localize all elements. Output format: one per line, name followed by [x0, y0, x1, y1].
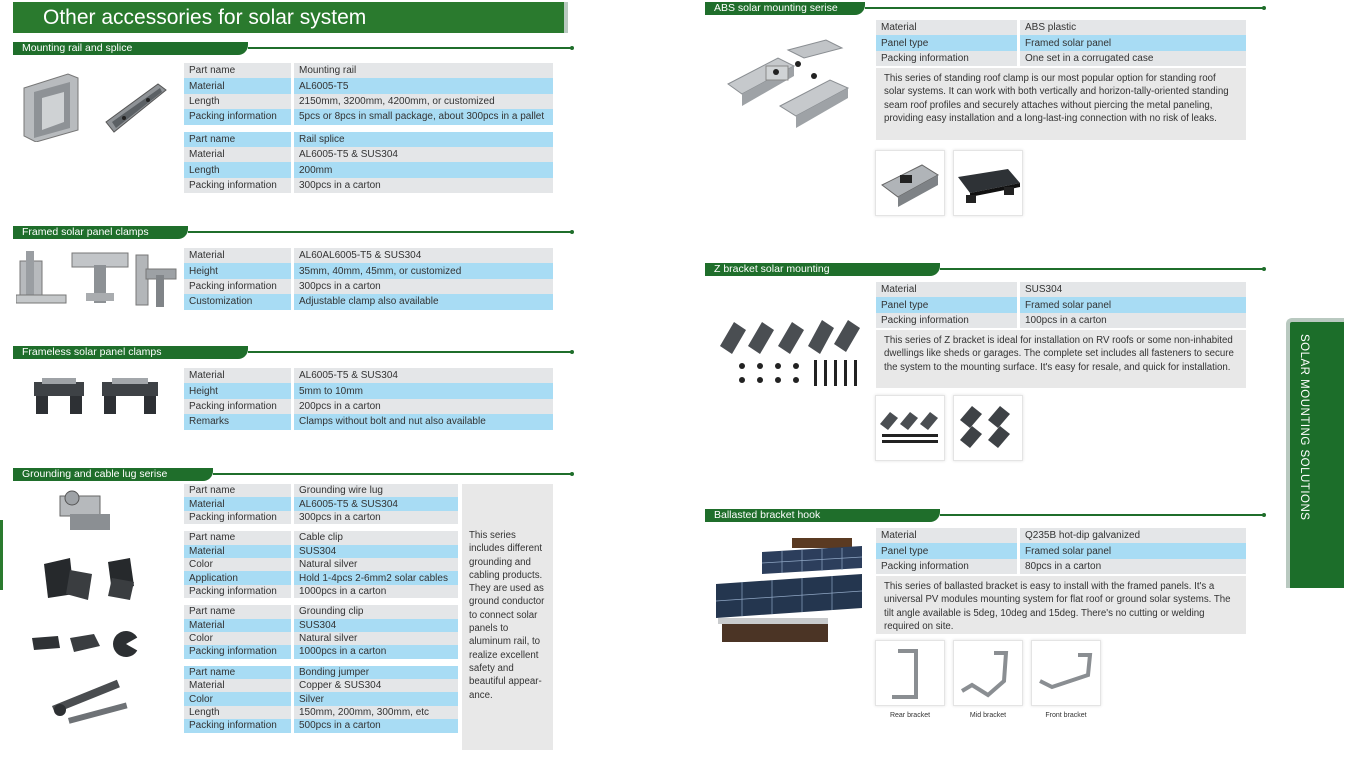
spec-row — [184, 719, 458, 732]
spec-value: AL60AL6005-T5 & SUS304 — [293, 248, 554, 263]
spec-label: Part name — [184, 531, 293, 544]
spec-row — [876, 313, 1246, 328]
spec-value: AL6005-T5 — [293, 78, 554, 93]
spec-label: Material — [184, 147, 293, 162]
spec-row — [876, 543, 1246, 558]
section-title: Grounding and cable lug serise — [13, 468, 213, 481]
spec-row — [876, 35, 1246, 50]
section-title: Framed solar panel clamps — [13, 226, 188, 239]
spec-label: Part name — [184, 484, 293, 497]
ballasted-description: This series of ballasted bracket is easy to install with the framed panels. It's a universal PV modules mounting system for flat roof or ground solar systems. The tilt angle available is 5deg, 10deg and 15deg. There's no cutting or welding required on site. — [876, 576, 1246, 634]
spec-label: Customization — [184, 294, 293, 309]
spec-label: Packing information — [184, 719, 293, 732]
spec-row — [184, 666, 458, 679]
spec-label: Packing information — [876, 559, 1019, 574]
front-bracket-thumbnail — [1031, 640, 1101, 706]
spec-value: SUS304 — [1019, 282, 1247, 297]
grounding-products-image — [30, 488, 180, 750]
spec-label: Packing information — [184, 178, 293, 193]
section-rule — [213, 473, 571, 475]
section-rule — [940, 268, 1263, 270]
spec-value: 1000pcs in a carton — [293, 585, 459, 598]
spec-value: 35mm, 40mm, 45mm, or customized — [293, 263, 554, 278]
spec-row — [184, 571, 458, 584]
mid-bracket-thumbnail — [953, 640, 1023, 706]
side-tab-label: SOLAR MOUNTING SOLUTIONS — [1298, 334, 1310, 521]
spec-label: Length — [184, 94, 293, 109]
spec-row — [184, 279, 553, 294]
section-title: Ballasted bracket hook — [705, 509, 940, 522]
spec-label: Packing information — [876, 313, 1019, 328]
section-rule — [940, 514, 1263, 516]
abs-description: This series of standing roof clamp is our most popular option for standing roof solar systems. It can work with both vertically and horizon-tally-oriented standing seam roof profiles and securely attaches without piercing the metal paneling, providing easy installation and a long-last-ing connection with no risk of leaks. — [876, 68, 1246, 140]
spec-row — [876, 297, 1246, 312]
spec-row — [184, 585, 458, 598]
spec-value: Natural silver — [293, 632, 459, 645]
spec-row — [184, 619, 458, 632]
spec-row — [876, 51, 1246, 66]
spec-row — [184, 692, 458, 705]
spec-gap — [184, 125, 553, 132]
abs-thumbnail-2 — [953, 150, 1023, 216]
spec-label: Material — [184, 619, 293, 632]
spec-value: 200pcs in a carton — [293, 399, 554, 414]
spec-value: Hold 1-4pcs 2-6mm2 solar cables — [293, 571, 459, 584]
spec-row — [184, 78, 553, 93]
section-header-zbracket — [705, 263, 1265, 276]
spec-label: Material — [184, 248, 293, 263]
abs-mount-image — [718, 36, 863, 136]
spec-value: 500pcs in a carton — [293, 719, 459, 732]
spec-row — [184, 706, 458, 719]
spec-value: One set in a corrugated case — [1019, 51, 1247, 66]
spec-value: Rail splice — [293, 132, 554, 147]
rail-spec-table — [184, 63, 553, 193]
spec-row — [184, 294, 553, 309]
spec-label: Part name — [184, 132, 293, 147]
abs-thumbnail-1 — [875, 150, 945, 216]
page-edge-marker — [0, 520, 3, 590]
side-tab — [1286, 318, 1344, 588]
spec-label: Material — [184, 679, 293, 692]
spec-value: Copper & SUS304 — [293, 679, 459, 692]
section-rule — [865, 7, 1263, 9]
page-banner: Other accessories for solar system — [13, 2, 568, 33]
spec-row — [184, 162, 553, 177]
spec-value: Adjustable clamp also available — [293, 294, 554, 309]
spec-label: Height — [184, 383, 293, 398]
spec-label: Color — [184, 632, 293, 645]
spec-row — [184, 178, 553, 193]
spec-row — [184, 632, 458, 645]
spec-row — [184, 511, 458, 524]
spec-row — [184, 63, 553, 78]
section-header-rail — [13, 42, 573, 55]
spec-row — [184, 383, 553, 398]
spec-value: Silver — [293, 692, 459, 705]
grounding-spec-table — [184, 484, 458, 733]
spec-label: Material — [876, 282, 1019, 297]
spec-label: Part name — [184, 63, 293, 78]
spec-label: Panel type — [876, 35, 1019, 50]
spec-row — [876, 528, 1246, 543]
spec-label: Height — [184, 263, 293, 278]
framed-spec-table — [184, 248, 553, 310]
spec-row — [876, 559, 1246, 574]
abs-spec-table — [876, 20, 1246, 66]
frameless-clamps-image — [30, 374, 170, 418]
spec-label: Panel type — [876, 543, 1019, 558]
spec-value: SUS304 — [293, 545, 459, 558]
spec-label: Material — [184, 545, 293, 558]
spec-label: Material — [184, 368, 293, 383]
spec-row — [184, 679, 458, 692]
ballasted-spec-table — [876, 528, 1246, 574]
section-header-framed — [13, 226, 573, 239]
spec-value: Framed solar panel — [1019, 543, 1247, 558]
spec-row — [184, 545, 458, 558]
spec-value: Q235B hot-dip galvanized — [1019, 528, 1247, 543]
zbracket-thumbnail-1 — [875, 395, 945, 461]
grounding-side-text: This series includes different grounding and cabling products. They are used as ground conductor to connect solar panels to aluminum rail, to realize excellent safety and beautiful appear-ance. — [462, 484, 553, 750]
section-title: ABS solar mounting serise — [705, 2, 865, 15]
spec-label: Length — [184, 162, 293, 177]
spec-value: Framed solar panel — [1019, 35, 1247, 50]
section-header-ballasted — [705, 509, 1265, 522]
spec-row — [876, 282, 1246, 297]
spec-row — [184, 531, 458, 544]
section-rule — [248, 47, 571, 49]
section-header-abs — [705, 2, 1265, 15]
spec-row — [876, 20, 1246, 35]
spec-label: Part name — [184, 605, 293, 618]
section-header-grounding — [13, 468, 573, 481]
spec-value: Grounding wire lug — [293, 484, 459, 497]
spec-label: Part name — [184, 666, 293, 679]
spec-row — [184, 605, 458, 618]
spec-value: 5pcs or 8pcs in small package, about 300pcs in a pallet — [293, 109, 554, 124]
spec-value: 300pcs in a carton — [293, 279, 554, 294]
spec-row — [184, 94, 553, 109]
rear-bracket-caption: Rear bracket — [889, 712, 931, 719]
section-title: Z bracket solar mounting — [705, 263, 940, 276]
section-title: Mounting rail and splice — [13, 42, 248, 55]
spec-label: Packing information — [184, 399, 293, 414]
spec-label: Packing information — [876, 51, 1019, 66]
spec-label: Material — [876, 528, 1019, 543]
spec-value: 5mm to 10mm — [293, 383, 554, 398]
spec-label: Length — [184, 706, 293, 719]
front-bracket-caption: Front bracket — [1045, 712, 1087, 719]
spec-label: Application — [184, 571, 293, 584]
spec-label: Packing information — [184, 645, 293, 658]
spec-label: Packing information — [184, 279, 293, 294]
ballasted-system-image — [712, 534, 867, 646]
spec-row — [184, 132, 553, 147]
spec-value: 200mm — [293, 162, 554, 177]
spec-label: Packing information — [184, 109, 293, 124]
spec-value: AL6005-T5 & SUS304 — [293, 368, 554, 383]
section-title: Frameless solar panel clamps — [13, 346, 248, 359]
spec-row — [184, 263, 553, 278]
spec-row — [184, 109, 553, 124]
spec-label: Material — [876, 20, 1019, 35]
spec-gap — [184, 598, 458, 605]
zbracket-thumbnail-2 — [953, 395, 1023, 461]
rail-splice-image — [20, 70, 180, 142]
spec-value: 80pcs in a carton — [1019, 559, 1247, 574]
spec-label: Packing information — [184, 511, 293, 524]
spec-row — [184, 484, 458, 497]
spec-label: Material — [184, 78, 293, 93]
spec-row — [184, 645, 458, 658]
spec-value: 150mm, 200mm, 300mm, etc — [293, 706, 459, 719]
spec-row — [184, 558, 458, 571]
spec-value: 300pcs in a carton — [293, 178, 554, 193]
spec-value: Grounding clip — [293, 605, 459, 618]
spec-label: Color — [184, 558, 293, 571]
spec-value: AL6005-T5 & SUS304 — [293, 497, 459, 510]
spec-value: SUS304 — [293, 619, 459, 632]
spec-row — [184, 147, 553, 162]
spec-value: Natural silver — [293, 558, 459, 571]
spec-row — [184, 368, 553, 383]
spec-value: Mounting rail — [293, 63, 554, 78]
spec-value: Bonding jumper — [293, 666, 459, 679]
spec-value: 100pcs in a carton — [1019, 313, 1247, 328]
spec-row — [184, 399, 553, 414]
framed-clamps-image — [16, 245, 180, 311]
spec-value: 1000pcs in a carton — [293, 645, 459, 658]
spec-label: Color — [184, 692, 293, 705]
spec-value: ABS plastic — [1019, 20, 1247, 35]
zbracket-spec-table — [876, 282, 1246, 328]
spec-row — [184, 248, 553, 263]
section-rule — [188, 231, 571, 233]
spec-gap — [184, 524, 458, 531]
spec-value: Framed solar panel — [1019, 297, 1247, 312]
section-rule — [248, 351, 571, 353]
spec-value: Clamps without bolt and nut also available — [293, 414, 554, 429]
zbracket-description: This series of Z bracket is ideal for installation on RV roofs or some non-inhabited dwellings like sheds or garages. The complete set includes all fasteners to secure the system to the mounting surface. It's easy for resale, and quick for installation. — [876, 330, 1246, 388]
mid-bracket-caption: Mid bracket — [969, 712, 1007, 719]
section-header-frameless — [13, 346, 573, 359]
spec-label: Material — [184, 497, 293, 510]
spec-value: AL6005-T5 & SUS304 — [293, 147, 554, 162]
spec-value: 2150mm, 3200mm, 4200mm, or customized — [293, 94, 554, 109]
spec-gap — [184, 659, 458, 666]
spec-label: Remarks — [184, 414, 293, 429]
frameless-spec-table — [184, 368, 553, 430]
spec-label: Packing information — [184, 585, 293, 598]
z-bracket-image — [716, 316, 866, 396]
rear-bracket-thumbnail — [875, 640, 945, 706]
spec-value: 300pcs in a carton — [293, 511, 459, 524]
spec-label: Panel type — [876, 297, 1019, 312]
spec-row — [184, 497, 458, 510]
spec-value: Cable clip — [293, 531, 459, 544]
spec-row — [184, 414, 553, 429]
